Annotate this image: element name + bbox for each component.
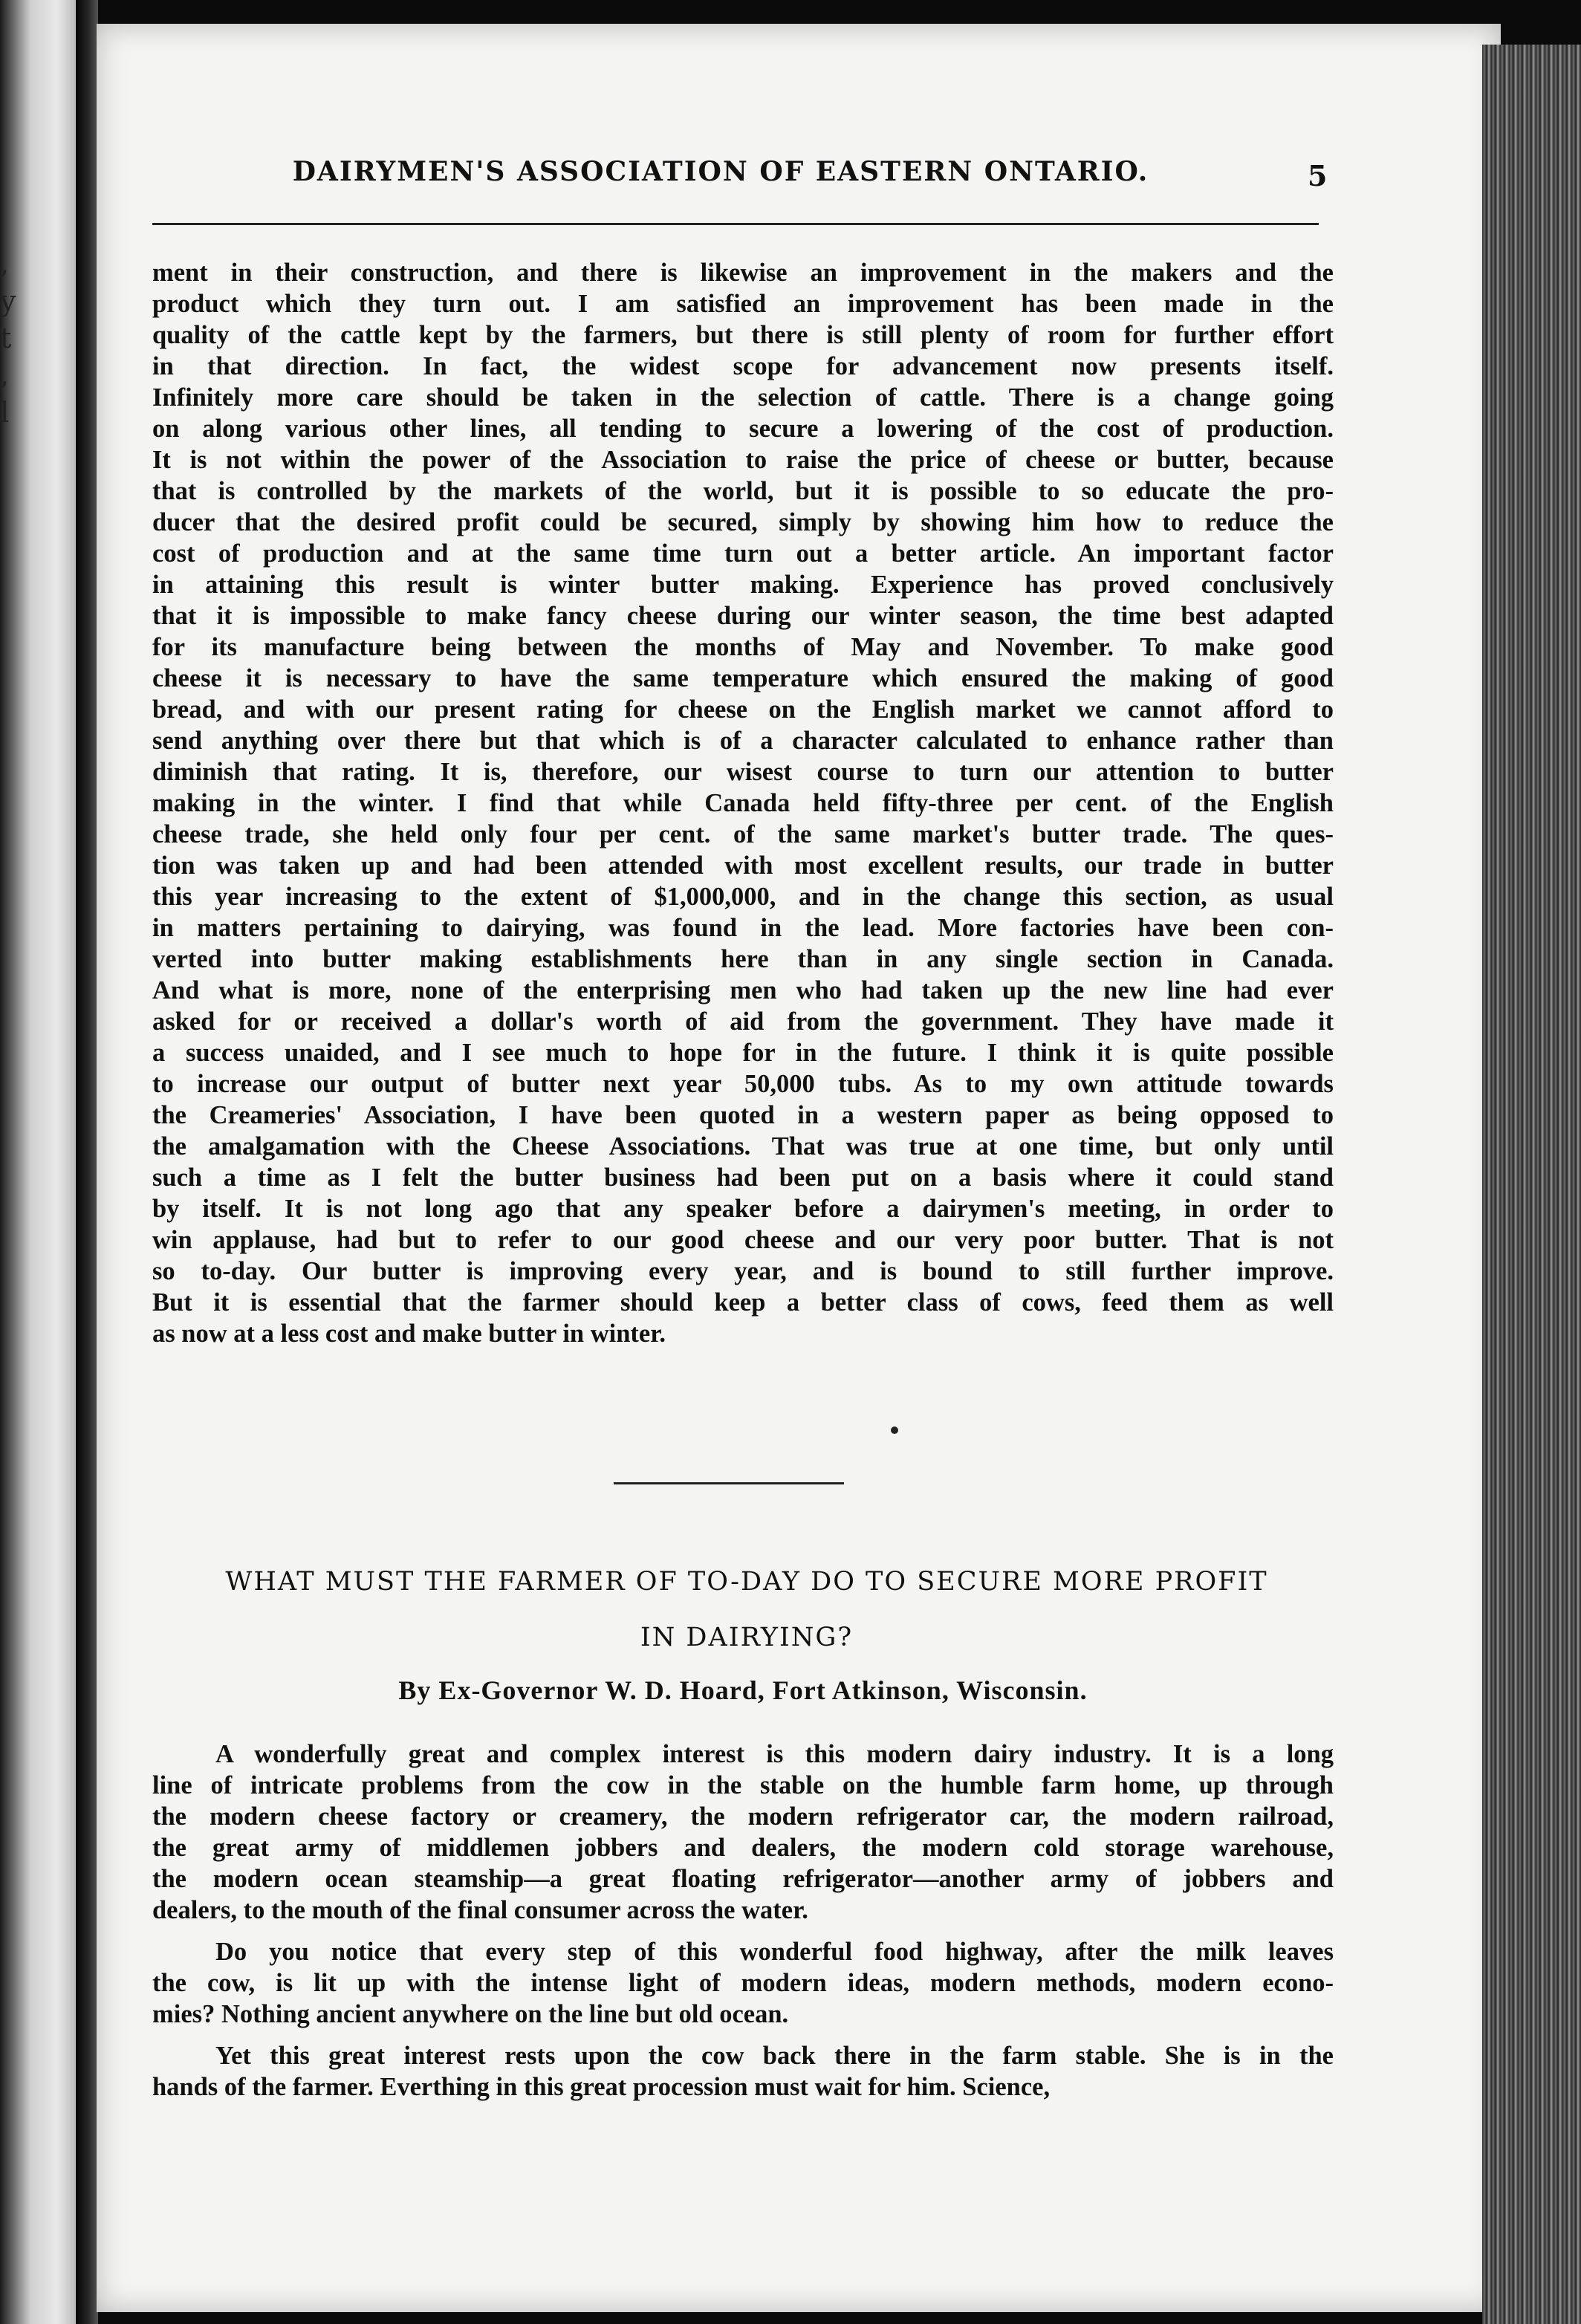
text-line: such a time as I felt the butter business had been put on a basis where it could stand: [152, 1163, 1334, 1192]
text-line: the modern cheese factory or creamery, the modern refrigerator car, the modern railroad,: [152, 1802, 1334, 1831]
text-line: making in the winter. I find that while Canada held fifty-three per cent. of the English: [152, 789, 1334, 817]
text-line: cheese it is necessary to have the same temperature which ensured the making of good: [152, 664, 1334, 692]
text-line: win applause, had but to refer to our good cheese and our very poor butter. That is not: [152, 1226, 1334, 1254]
page-number: 5: [1308, 159, 1328, 192]
article-title: [152, 1554, 1341, 1666]
fragment: l: [0, 396, 10, 429]
text-line: the Creameries' Association, I have been quoted in a western paper as being opposed to: [152, 1101, 1334, 1129]
text-line: as now at a less cost and make butter in winter.: [152, 1320, 666, 1348]
continued-section: [152, 257, 1334, 1349]
text-line: Yet this great interest rests upon the cow back there in the farm stable. She is in the: [215, 2042, 1334, 2070]
text-line: the modern ocean steamship—a great floating refrigerator—another army of jobbers and: [152, 1865, 1334, 1893]
text-line: in attaining this result is winter butter making. Experience has proved conclusively: [152, 571, 1334, 599]
book-gutter: [76, 0, 98, 2324]
text-line: to increase our output of butter next year 50,000 tubs. As to my own attitude towards: [152, 1070, 1334, 1098]
text-line: by itself. It is not long ago that any speaker before a dairymen's meeting, in order to: [152, 1195, 1334, 1223]
facing-page-text-fragments: [0, 245, 37, 431]
article-byline: By Ex-Governor W. D. Hoard, Fort Atkinson, Wisconsin.: [398, 1675, 1088, 1705]
paragraph: [152, 2040, 1334, 2103]
text-line: line of intricate problems from the cow in the stable on the humble farm home, up through: [152, 1771, 1334, 1799]
section-divider-rule: [614, 1482, 844, 1484]
paragraph: [152, 1936, 1334, 2030]
paragraph-spacer: [152, 2030, 1334, 2040]
text-line: dealers, to the mouth of the final consumer across the water.: [152, 1896, 808, 1924]
text-line: ment in their construction, and there is likewise an improvement in the makers and the: [152, 259, 1334, 287]
text-line: But it is essential that the farmer should keep a better class of cows, feed them as well: [152, 1288, 1334, 1317]
text-line: the great army of middlemen jobbers and dealers, the modern cold storage warehouse,: [152, 1834, 1334, 1862]
text-line: bread, and with our present rating for cheese on the English market we cannot afford to: [152, 695, 1334, 724]
page-stack-edges: [1482, 45, 1581, 2324]
facing-page-edge: [0, 0, 76, 2324]
text-line: diminish that rating. It is, therefore, our wisest course to turn our attention to butter: [152, 758, 1334, 786]
text-line: the amalgamation with the Cheese Associations. That was true at one time, but only until: [152, 1132, 1334, 1161]
fragment: ,: [0, 247, 10, 280]
paragraph-spacer: [152, 1926, 1334, 1936]
article-title-line-1: WHAT MUST THE FARMER OF TO-DAY DO TO SECURE MORE PROFIT: [225, 1567, 1268, 1597]
text-line: this year increasing to the extent of $1,000,000, and in the change this section, as usual: [152, 883, 1334, 911]
text-line: tion was taken up and had been attended with most excellent results, our trade in butter: [152, 851, 1334, 880]
text-line: a success unaided, and I see much to hope for in the future. I think it is quite possible: [152, 1039, 1334, 1067]
article-body: [152, 1739, 1334, 2103]
text-line: Infinitely more care should be taken in the selection of cattle. There is a change going: [152, 383, 1334, 412]
text-line: in matters pertaining to dairying, was found in the lead. More factories have been con-: [152, 914, 1334, 942]
text-line: cost of production and at the same time turn out a better article. An important factor: [152, 539, 1334, 568]
fragment: ,: [0, 359, 10, 392]
text-line: hands of the farmer. Everthing in this great procession must wait for him. Science,: [152, 2073, 1051, 2101]
fragment: t: [0, 322, 12, 354]
text-line: A wonderfully great and complex interest is this modern dairy industry. It is a long: [215, 1740, 1334, 1768]
text-line: cheese trade, she held only four per cent. of the same market's butter trade. The ques-: [152, 820, 1334, 848]
text-line: the cow, is lit up with the intense light of modern ideas, modern methods, modern econo-: [152, 1969, 1334, 1997]
text-line: quality of the cattle kept by the farmers, but there is still plenty of room for further effort: [152, 321, 1334, 349]
text-line: on along various other lines, all tending to secure a lowering of the cost of production.: [152, 415, 1334, 443]
text-line: And what is more, none of the enterprising men who had taken up the new line had ever: [152, 976, 1334, 1004]
text-line: send anything over there but that which is of a character calculated to enhance rather than: [152, 727, 1334, 755]
text-line: mies? Nothing ancient anywhere on the line but old ocean.: [152, 2000, 789, 2028]
header-rule: [152, 223, 1319, 225]
text-line: that is controlled by the markets of the world, but it is possible to so educate the pro-: [152, 477, 1334, 505]
running-head: DAIRYMEN'S ASSOCIATION OF EASTERN ONTARIO.: [292, 156, 1149, 187]
text-line: verted into butter making establishments here than in any single section in Canada.: [152, 945, 1334, 973]
text-line: that it is impossible to make fancy cheese during our winter season, the time best adapted: [152, 602, 1334, 630]
paragraph: [152, 1739, 1334, 1926]
ornament-dot: [891, 1426, 898, 1434]
article-title-line-2: IN DAIRYING?: [640, 1623, 854, 1652]
text-line: Do you notice that every step of this wonderful food highway, after the milk leaves: [215, 1938, 1334, 1966]
text-line: product which they turn out. I am satisfied an improvement has been made in the: [152, 290, 1334, 318]
text-line: ducer that the desired profit could be secured, simply by showing him how to reduce the: [152, 508, 1334, 536]
text-line: asked for or received a dollar's worth of aid from the government. They have made it: [152, 1007, 1334, 1036]
text-line: in that direction. In fact, the widest scope for advancement now presents itself.: [152, 352, 1334, 380]
fragment: y: [0, 285, 16, 317]
text-line: for its manufacture being between the months of May and November. To make good: [152, 633, 1334, 661]
text-line: so to-day. Our butter is improving every year, and is bound to still further improve.: [152, 1257, 1334, 1285]
text-line: It is not within the power of the Association to raise the price of cheese or butter, because: [152, 446, 1334, 474]
